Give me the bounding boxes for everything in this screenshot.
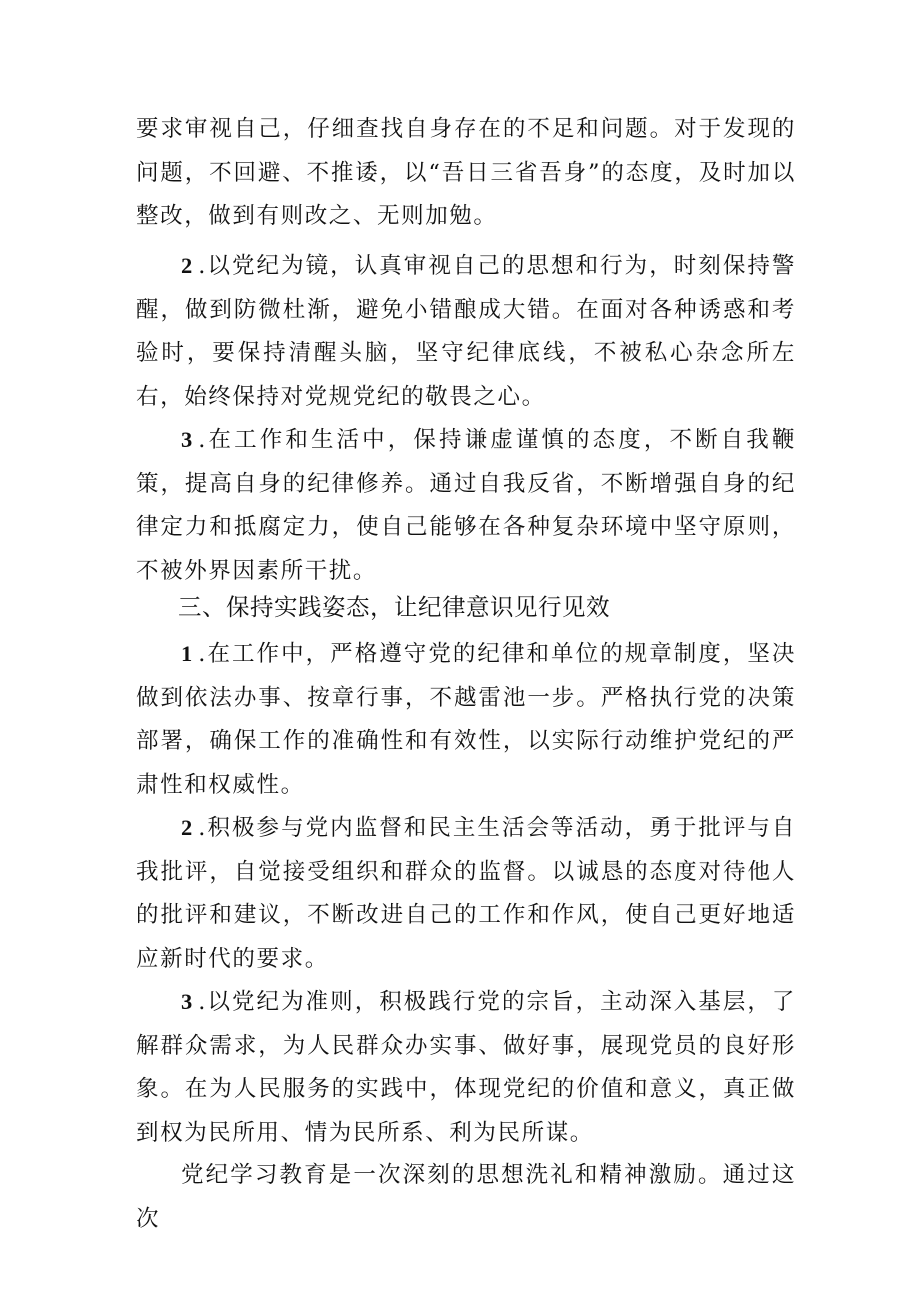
item-number: 3 xyxy=(181,989,195,1014)
item-number: 1 xyxy=(181,641,195,666)
paragraph-text: .以党纪为镜，认真审视自己的思想和行为，时刻保持警醒，做到防微杜渐，避免小错酿成大错。在面对各种诱惑和考验时，要保持清醒头脑，坚守纪律底线，不被私心杂念所左右，始终保持对党规党纪的敬畏之心。 xyxy=(136,253,796,410)
paragraph-conclusion xyxy=(136,1154,796,1241)
paragraph-text: .以党纪为准则，积极践行党的宗旨，主动深入基层，了解群众需求，为人民群众办实事、做好事，展现党员的良好形象。在为人民服务的实践中，体现党纪的价值和意义，真正做到权为民所用、情为民所系、利为民所谋。 xyxy=(136,989,796,1146)
paragraph-text: .在工作中，严格遵守党的纪律和单位的规章制度，坚决做到依法办事、按章行事，不越雷池一步。严格执行党的决策部署，确保工作的准确性和有效性，以实际行动维护党纪的严肃性和权威性。 xyxy=(136,641,796,798)
paragraph-item-2-self-review xyxy=(136,244,796,419)
paragraph-text: 党纪学习教育是一次深刻的思想洗礼和精神激励。通过这次 xyxy=(136,1162,796,1232)
paragraph-item-1-compliance xyxy=(136,632,796,807)
paragraph-item-3-self-discipline xyxy=(136,418,796,593)
item-number: 2 xyxy=(181,253,195,278)
item-number: 2 xyxy=(181,815,195,840)
section-heading-3: 三、保持实践姿态，让纪律意识见行见效 xyxy=(178,593,610,621)
paragraph-item-2-supervision xyxy=(136,806,796,981)
paragraph-item-3-practice xyxy=(136,980,796,1155)
item-number: 3 xyxy=(181,427,195,452)
paragraph-text: 要求审视自己，仔细查找自身存在的不足和问题。对于发现的问题，不回避、不推诿，以“吾日三省吾身”的态度，及时加以整改，做到有则改之、无则加勉。 xyxy=(136,116,796,229)
paragraph-text: .在工作和生活中，保持谦虚谨慎的态度，不断自我鞭策，提高自身的纪律修养。通过自我反省，不断增强自身的纪律定力和抵腐定力，使自己能够在各种复杂环境中坚守原则，不被外界因素所干扰。 xyxy=(136,427,796,584)
paragraph-continued xyxy=(136,108,796,239)
paragraph-text: .积极参与党内监督和民主生活会等活动，勇于批评与自我批评，自觉接受组织和群众的监督。以诚恳的态度对待他人的批评和建议，不断改进自己的工作和作风，使自己更好地适应新时代的要求。 xyxy=(136,815,796,972)
